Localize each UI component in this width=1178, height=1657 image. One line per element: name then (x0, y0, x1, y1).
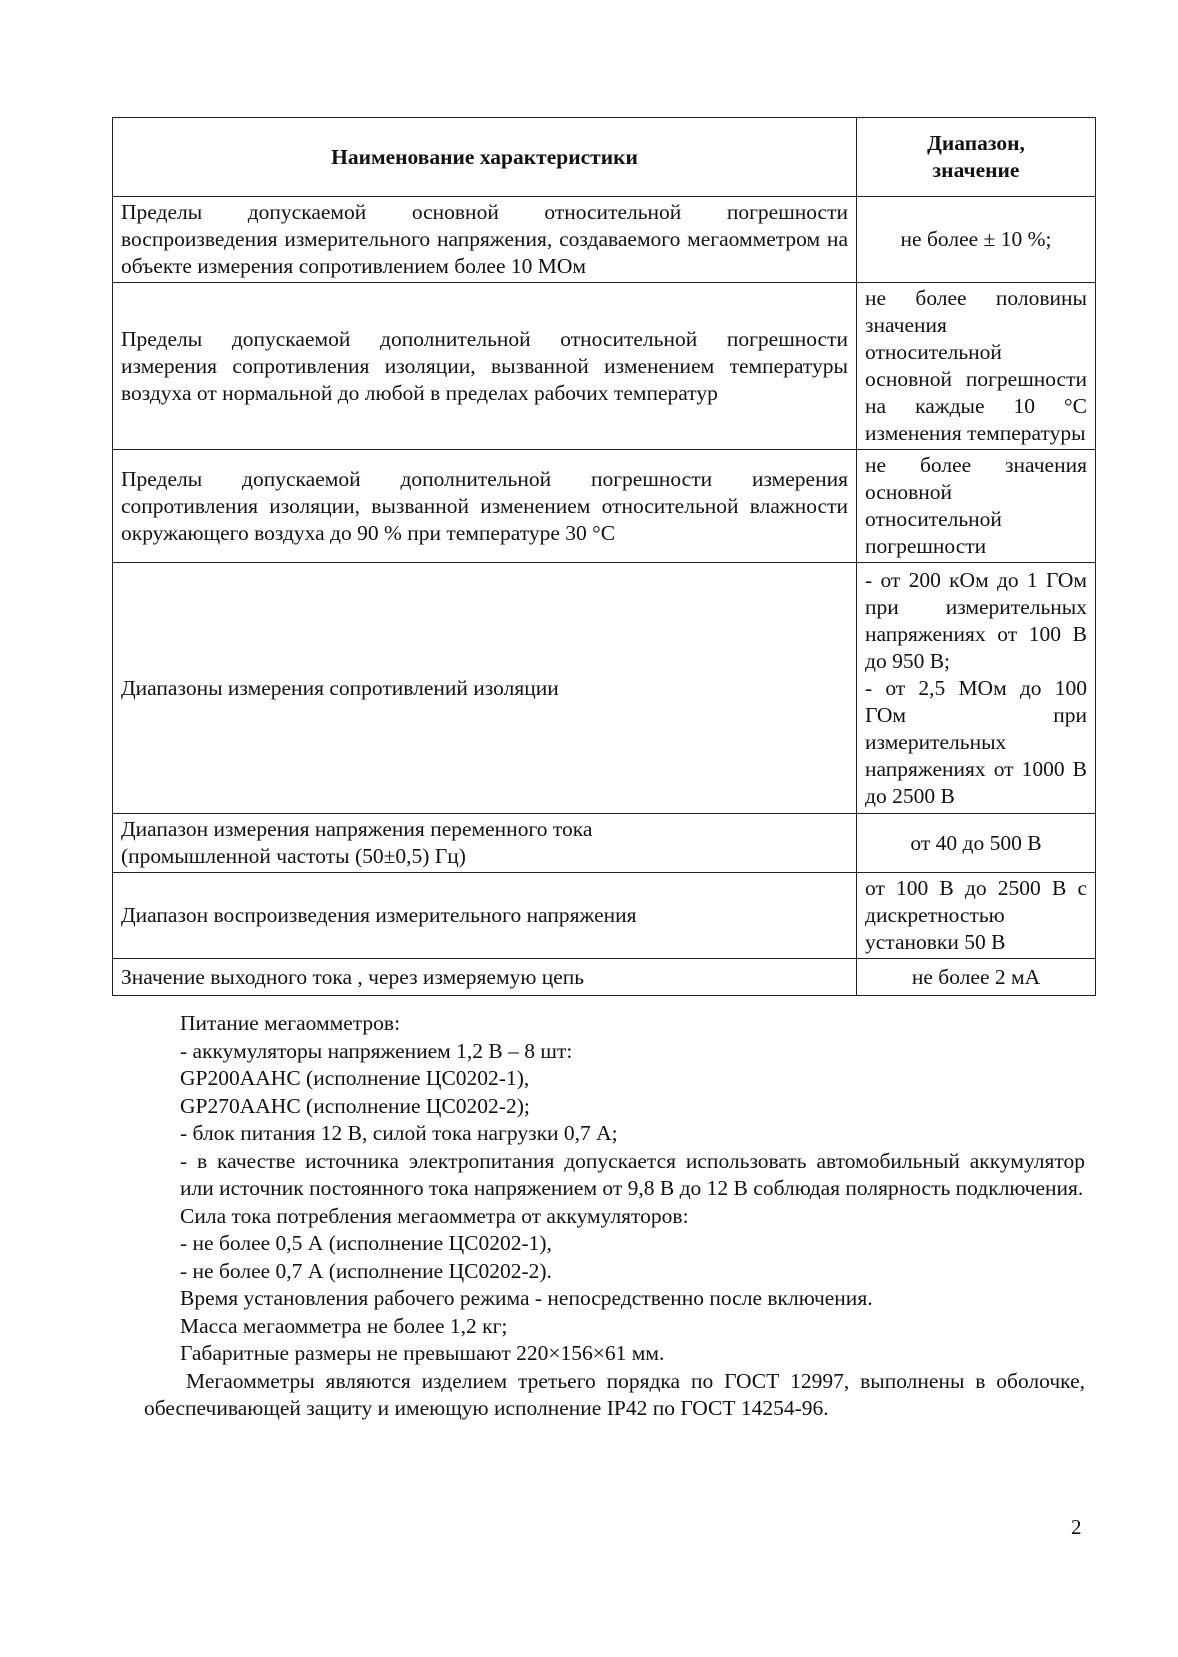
row-value: не более значения основной относительной погрешности (857, 450, 1096, 563)
range-line-1: - от 200 кОм до 1 ГОм при измерительных напряжениях от 100 В до 950 В; (865, 567, 1087, 673)
header-range (857, 118, 1096, 197)
body-line: Время установления рабочего режима - непосредственно после включения. (180, 1286, 873, 1310)
body-line: GP200AAHC (исполнение ЦС0202-1), (180, 1066, 530, 1090)
body-line: - аккумуляторы напряжением 1,2 В – 8 шт: (180, 1038, 573, 1063)
table-row (113, 959, 1096, 996)
row-name (113, 814, 857, 873)
body-line: Питание мегаомметров: (180, 1011, 401, 1035)
header-range-line1: Диапазон, (927, 131, 1025, 155)
range-line-2: - от 2,5 МОм до 100 ГОм при измерительных напряжениях от 1000 В до 2500 В (865, 675, 1087, 808)
header-characteristic: Наименование характеристики (113, 118, 857, 197)
row-value: не более ± 10 %; (857, 197, 1096, 283)
body-line: Габаритные размеры не превышают 220×156×61 мм. (180, 1341, 665, 1365)
row-value: от 100 В до 2500 В с дискретностью установки 50 В (857, 873, 1096, 959)
row-value (857, 563, 1096, 814)
body-line: - не более 0,5 А (исполнение ЦС0202-1), (180, 1231, 552, 1255)
row-name: Пределы допускаемой основной относительной погрешности воспроизведения измерительного напряжения, создаваемого мегаомметром на объекте измерения сопротивлением более 10 МОм (113, 197, 857, 283)
body-paragraph: Мегаомметры являются изделием третьего порядка по ГОСТ 12997, выполнены в оболочке, обеспечивающей защиту и имеющую исполнение IP42 по ГОСТ 14254-96. (144, 1368, 1085, 1420)
body-line: GP270AAHC (исполнение ЦС0202-2); (180, 1093, 530, 1118)
row-value: от 40 до 500 В (857, 814, 1096, 873)
characteristics-table (112, 117, 1096, 996)
body-paragraph: - в качестве источника электропитания допускается использовать автомобильный аккумулятор или источник постоянного тока напряжением от 9,8 В до 12 В соблюдая полярность подключения. (180, 1148, 1085, 1200)
page-number: 2 (1071, 1515, 1082, 1539)
row-name: Пределы допускаемой дополнительной относительной погрешности измерения сопротивления изоляции, вызванной изменением температуры воздуха от нормальной до любой в пределах рабочих температур (113, 283, 857, 450)
row-value: не более 2 мА (857, 959, 1096, 996)
body-line: - не более 0,7 А (исполнение ЦС0202-2). (180, 1258, 552, 1283)
row-name: Диапазоны измерения сопротивлений изоляции (113, 563, 857, 814)
table-row (113, 283, 1096, 450)
table-header-row (113, 118, 1096, 197)
power-specs-text (144, 1010, 1085, 1423)
table-row (113, 197, 1096, 283)
row-name: Значение выходного тока , через измеряемую цепь (113, 959, 857, 996)
body-line: Сила тока потребления мегаомметра от аккумуляторов: (180, 1203, 689, 1228)
body-line: - блок питания 12 В, силой тока нагрузки 0,7 А; (180, 1121, 618, 1145)
table-row (113, 814, 1096, 873)
table-row (113, 450, 1096, 563)
row-name-line-1: Диапазон измерения напряжения переменного тока (121, 817, 593, 841)
row-name: Пределы допускаемой дополнительной погрешности измерения сопротивления изоляции, вызванной изменением относительной влажности окружающего воздуха до 90 % при температуре 30 °С (113, 450, 857, 563)
table-row (113, 873, 1096, 959)
row-name: Диапазон воспроизведения измерительного напряжения (113, 873, 857, 959)
body-line: Масса мегаомметра не более 1,2 кг; (180, 1313, 508, 1338)
row-name-line-2: (промышленной частоты (50±0,5) Гц) (121, 844, 466, 868)
header-range-line2: значение (932, 158, 1020, 182)
row-value: не более половины значения относительной основной погрешности на каждые 10 °С изменения температуры (857, 283, 1096, 450)
table-row (113, 563, 1096, 814)
